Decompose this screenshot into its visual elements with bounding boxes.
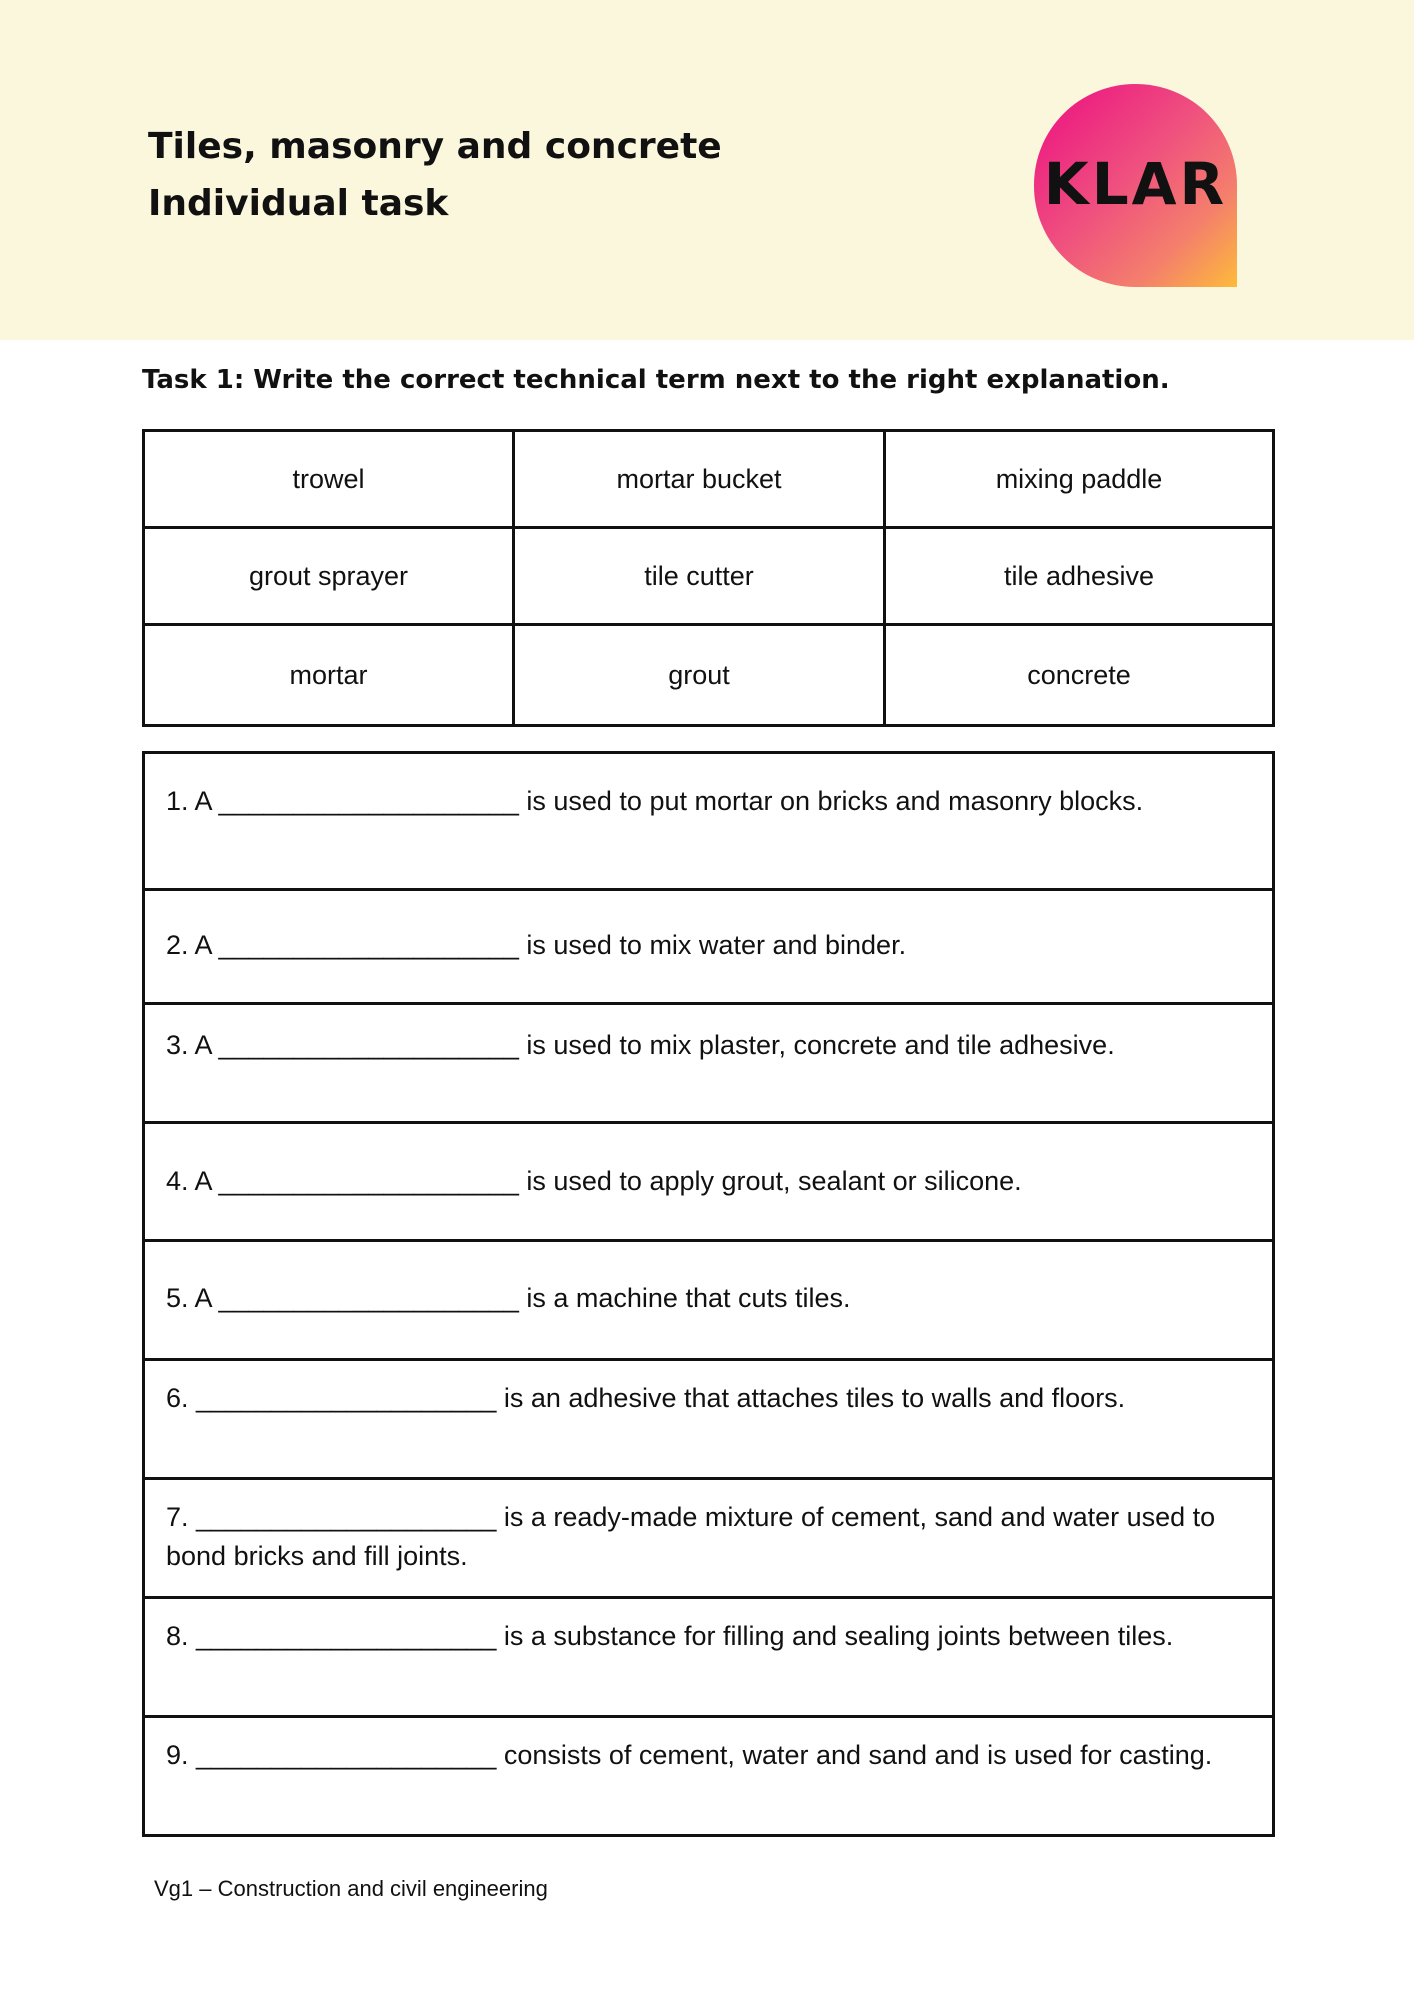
worksheet-subtitle: Individual task <box>148 183 449 224</box>
term-row <box>144 431 1274 528</box>
question-item: 4. A ____________________ is used to apply grout, sealant or silicone. <box>145 1121 1272 1239</box>
term-grid <box>142 429 1275 727</box>
term-cell: mixing paddle <box>885 431 1274 528</box>
term-cell: grout <box>514 625 885 726</box>
term-cell: grout sprayer <box>144 528 514 625</box>
question-item: 8. ____________________ is a substance for filling and sealing joints between tiles. <box>145 1596 1272 1715</box>
term-row <box>144 625 1274 726</box>
klar-logo-text: KLAR <box>1043 150 1228 218</box>
footer-course-label: Vg1 – Construction and civil engineering <box>154 1876 548 1901</box>
term-row <box>144 528 1274 625</box>
klar-logo <box>1034 84 1237 287</box>
question-item: 2. A ____________________ is used to mix water and binder. <box>145 888 1272 1002</box>
term-cell: mortar bucket <box>514 431 885 528</box>
question-item: 9. ____________________ consists of cement, water and sand and is used for casting. <box>145 1715 1272 1834</box>
term-cell: concrete <box>885 625 1274 726</box>
question-item: 6. ____________________ is an adhesive that attaches tiles to walls and floors. <box>145 1358 1272 1477</box>
question-item: 5. A ____________________ is a machine that cuts tiles. <box>145 1239 1272 1358</box>
question-list <box>142 751 1275 1837</box>
term-cell: tile cutter <box>514 528 885 625</box>
question-item: 7. ____________________ is a ready-made mixture of cement, sand and water used to bond bricks and fill joints. <box>145 1477 1272 1596</box>
term-cell: mortar <box>144 625 514 726</box>
term-cell: tile adhesive <box>885 528 1274 625</box>
question-item: 3. A ____________________ is used to mix plaster, concrete and tile adhesive. <box>145 1002 1272 1121</box>
term-cell: trowel <box>144 431 514 528</box>
question-item: 1. A ____________________ is used to put mortar on bricks and masonry blocks. <box>166 786 1144 816</box>
worksheet-title: Tiles, masonry and concrete <box>148 126 722 167</box>
task-1-heading: Task 1: Write the correct technical term next to the right explanation. <box>142 365 1170 395</box>
